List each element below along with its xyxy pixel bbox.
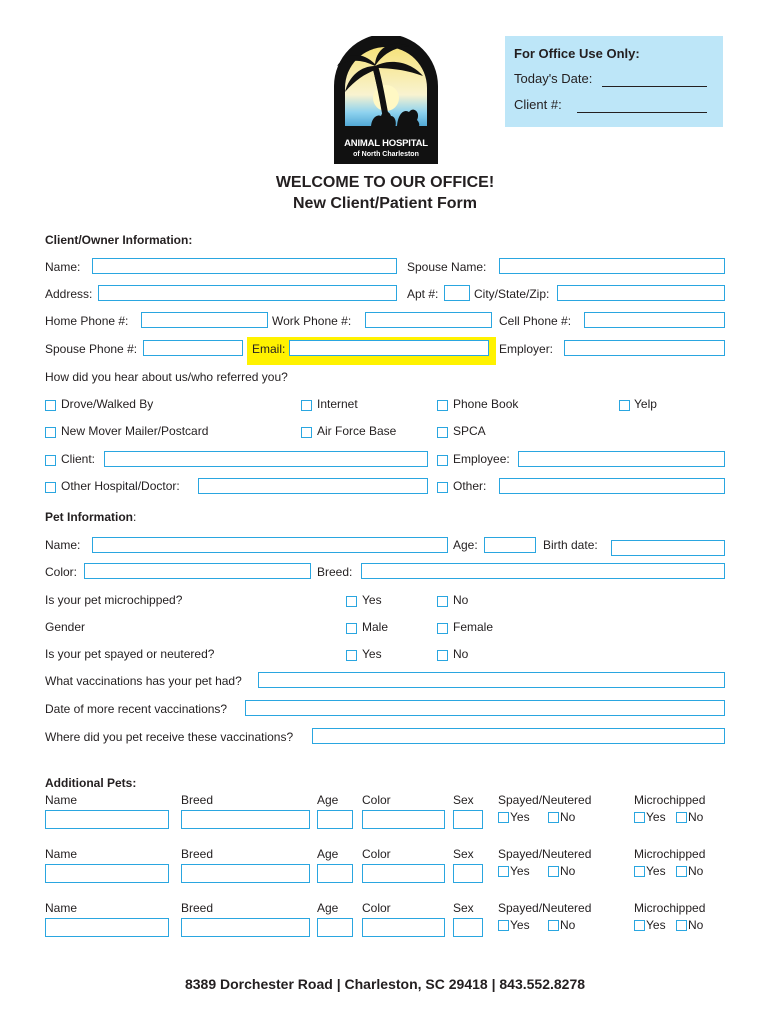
name-label: Name: [45, 260, 81, 274]
male-label: Male [362, 620, 389, 634]
pet-age-label: Age: [453, 538, 478, 552]
additional-pet-microchipped-yes-label: Yes [646, 810, 666, 824]
microchip-no-checkbox[interactable] [437, 596, 448, 607]
additional-pet-breed-label: Breed [181, 901, 214, 915]
additional-pet-breed-label: Breed [181, 793, 214, 807]
pet-name-field[interactable] [92, 537, 448, 553]
pet-age-field[interactable] [484, 537, 536, 553]
additional-pet-name-field[interactable] [45, 918, 169, 937]
additional-pet-spayed-label: Spayed/Neutered [498, 901, 592, 915]
additional-pet-microchipped-no-checkbox[interactable] [676, 920, 687, 931]
pet-section-title: Pet Information [45, 510, 134, 524]
additional-pet-color-field[interactable] [362, 864, 445, 883]
additional-pet-sex-label: Sex [453, 901, 474, 915]
female-checkbox[interactable] [437, 623, 448, 634]
client-section-heading: Client/Owner Information: [45, 233, 193, 247]
footer-address: 8389 Dorchester Road | Charleston, SC 29418 | 843.552.8278 [184, 976, 586, 992]
vacc-date-question: Date of more recent vaccinations? [45, 702, 228, 716]
other-hospital-label: Other Hospital/Doctor: [61, 479, 180, 493]
spca-label: SPCA [453, 424, 486, 438]
additional-pet-spayed-yes-checkbox[interactable] [498, 920, 509, 931]
additional-pet-microchipped-label: Microchipped [634, 793, 706, 807]
pet-section-colon: : [133, 510, 137, 524]
home-phone-label: Home Phone #: [45, 314, 129, 328]
additional-pet-microchipped-no-label: No [688, 918, 704, 932]
additional-pet-microchipped-yes-checkbox[interactable] [634, 812, 645, 823]
additional-pet-sex-label: Sex [453, 847, 474, 861]
additional-pet-spayed-no-label: No [560, 810, 576, 824]
spouse-phone-field[interactable] [143, 340, 243, 356]
microchip-yes-label: Yes [362, 593, 382, 607]
additional-pet-spayed-yes-label: Yes [510, 864, 530, 878]
female-label: Female [453, 620, 494, 634]
additional-pet-breed-label: Breed [181, 847, 214, 861]
additional-pet-age-field[interactable] [317, 810, 353, 829]
additional-pet-spayed-yes-label: Yes [510, 810, 530, 824]
additional-pet-spayed-no-checkbox[interactable] [548, 920, 559, 931]
vacc-where-question: Where did you pet receive these vaccinations? [45, 730, 294, 744]
additional-pet-microchipped-no-label: No [688, 864, 704, 878]
additional-pet-color-label: Color [362, 901, 391, 915]
work-phone-field[interactable] [365, 312, 492, 328]
client-number-line[interactable] [577, 112, 707, 113]
cell-phone-field[interactable] [584, 312, 725, 328]
pet-name-label: Name: [45, 538, 81, 552]
apt-label: Apt #: [407, 287, 439, 301]
additional-pet-microchipped-yes-checkbox[interactable] [634, 920, 645, 931]
todays-date-line[interactable] [602, 86, 707, 87]
additional-pet-spayed-yes-checkbox[interactable] [498, 812, 509, 823]
spayed-no-checkbox[interactable] [437, 650, 448, 661]
internet-checkbox[interactable] [301, 400, 312, 411]
employee-checkbox[interactable] [437, 455, 448, 466]
pet-color-field[interactable] [84, 563, 311, 579]
additional-pet-breed-field[interactable] [181, 810, 310, 829]
vaccinations-question: What vaccinations has your pet had? [45, 674, 242, 688]
yelp-checkbox[interactable] [619, 400, 630, 411]
additional-pet-microchipped-no-checkbox[interactable] [676, 812, 687, 823]
employee-field[interactable] [518, 451, 725, 467]
spayed-yes-label: Yes [362, 647, 382, 661]
additional-pet-age-label: Age [317, 901, 339, 915]
air-force-label: Air Force Base [317, 424, 397, 438]
page-title: WELCOME TO OUR OFFICE! [275, 174, 495, 191]
page-subtitle: New Client/Patient Form [292, 195, 478, 212]
additional-pet-microchipped-yes-label: Yes [646, 918, 666, 932]
office-use-heading: For Office Use Only: [514, 46, 640, 61]
additional-pet-name-label: Name [45, 847, 78, 861]
city-state-zip-field[interactable] [557, 285, 725, 301]
other-field[interactable] [499, 478, 725, 494]
additional-pet-name-field[interactable] [45, 810, 169, 829]
other-hospital-field[interactable] [198, 478, 428, 494]
additional-pet-breed-field[interactable] [181, 864, 310, 883]
address-label: Address: [45, 287, 93, 301]
pet-breed-field[interactable] [361, 563, 725, 579]
air-force-checkbox[interactable] [301, 427, 312, 438]
address-field[interactable] [98, 285, 397, 301]
email-label: Email: [252, 342, 286, 356]
additional-pets-heading: Additional Pets: [45, 776, 137, 790]
mover-mailer-label: New Mover Mailer/Postcard [61, 424, 209, 438]
additional-pet-name-field[interactable] [45, 864, 169, 883]
home-phone-field[interactable] [141, 312, 268, 328]
microchip-no-label: No [453, 593, 469, 607]
additional-pet-spayed-label: Spayed/Neutered [498, 847, 592, 861]
city-state-zip-label: City/State/Zip: [474, 287, 550, 301]
employee-label: Employee: [453, 452, 510, 466]
additional-pet-spayed-yes-label: Yes [510, 918, 530, 932]
additional-pet-sex-field[interactable] [453, 864, 483, 883]
spayed-yes-checkbox[interactable] [346, 650, 357, 661]
phone-book-checkbox[interactable] [437, 400, 448, 411]
other-hospital-checkbox[interactable] [45, 482, 56, 493]
mover-mailer-checkbox[interactable] [45, 427, 56, 438]
microchip-question: Is your pet microchipped? [45, 593, 183, 607]
additional-pet-microchipped-yes-label: Yes [646, 864, 666, 878]
additional-pet-spayed-yes-checkbox[interactable] [498, 866, 509, 877]
spouse-name-field[interactable] [499, 258, 725, 274]
additional-pet-spayed-label: Spayed/Neutered [498, 793, 592, 807]
additional-pet-sex-field[interactable] [453, 810, 483, 829]
spca-checkbox[interactable] [437, 427, 448, 438]
pet-section-heading [45, 510, 136, 524]
hospital-logo [331, 36, 441, 166]
drove-walked-checkbox[interactable] [45, 400, 56, 411]
additional-pet-color-label: Color [362, 847, 391, 861]
logo-title: ANIMAL HOSPITAL [344, 138, 428, 149]
additional-pet-microchipped-no-label: No [688, 810, 704, 824]
microchip-yes-checkbox[interactable] [346, 596, 357, 607]
additional-pet-age-field[interactable] [317, 918, 353, 937]
spouse-name-label: Spouse Name: [407, 260, 487, 274]
additional-pet-microchipped-yes-checkbox[interactable] [634, 866, 645, 877]
additional-pet-color-label: Color [362, 793, 391, 807]
client-referral-label: Client: [61, 452, 96, 466]
cell-phone-label: Cell Phone #: [499, 314, 572, 328]
other-checkbox[interactable] [437, 482, 448, 493]
logo-subtitle: of North Charleston [353, 151, 419, 158]
spouse-phone-label: Spouse Phone #: [45, 342, 138, 356]
spayed-question: Is your pet spayed or neutered? [45, 647, 215, 661]
additional-pet-microchipped-label: Microchipped [634, 847, 706, 861]
client-referral-field[interactable] [104, 451, 428, 467]
birth-date-label: Birth date: [543, 538, 598, 552]
additional-pet-name-label: Name [45, 793, 78, 807]
phone-book-label: Phone Book [453, 397, 519, 411]
todays-date-label: Today's Date: [514, 71, 593, 86]
other-label: Other: [453, 479, 487, 493]
gender-question: Gender [45, 620, 86, 634]
additional-pet-age-field[interactable] [317, 864, 353, 883]
pet-breed-label: Breed: [317, 565, 353, 579]
additional-pet-name-label: Name [45, 901, 78, 915]
additional-pet-breed-field[interactable] [181, 918, 310, 937]
additional-pet-microchipped-label: Microchipped [634, 901, 706, 915]
yelp-label: Yelp [634, 397, 657, 411]
additional-pet-microchipped-no-checkbox[interactable] [676, 866, 687, 877]
internet-label: Internet [317, 397, 358, 411]
office-use-box [505, 36, 723, 127]
vacc-date-field[interactable] [245, 700, 725, 716]
additional-pet-spayed-no-checkbox[interactable] [548, 812, 559, 823]
client-referral-checkbox[interactable] [45, 455, 56, 466]
additional-pet-age-label: Age [317, 847, 339, 861]
pet-color-label: Color: [45, 565, 78, 579]
email-field[interactable] [289, 340, 489, 356]
owner-name-field[interactable] [92, 258, 397, 274]
additional-pet-age-label: Age [317, 793, 339, 807]
work-phone-label: Work Phone #: [272, 314, 352, 328]
additional-pet-spayed-no-label: No [560, 864, 576, 878]
additional-pet-color-field[interactable] [362, 810, 445, 829]
additional-pet-spayed-no-checkbox[interactable] [548, 866, 559, 877]
employer-field[interactable] [564, 340, 725, 356]
birth-date-field[interactable] [611, 540, 725, 556]
vacc-where-field[interactable] [312, 728, 725, 744]
additional-pet-color-field[interactable] [362, 918, 445, 937]
employer-label: Employer: [499, 342, 554, 356]
referral-question: How did you hear about us/who referred you? [45, 370, 288, 384]
additional-pet-sex-label: Sex [453, 793, 474, 807]
drove-walked-label: Drove/Walked By [61, 397, 154, 411]
client-number-label: Client #: [514, 97, 562, 112]
vaccinations-field[interactable] [258, 672, 725, 688]
additional-pet-spayed-no-label: No [560, 918, 576, 932]
additional-pet-sex-field[interactable] [453, 918, 483, 937]
male-checkbox[interactable] [346, 623, 357, 634]
apt-field[interactable] [444, 285, 470, 301]
spayed-no-label: No [453, 647, 469, 661]
